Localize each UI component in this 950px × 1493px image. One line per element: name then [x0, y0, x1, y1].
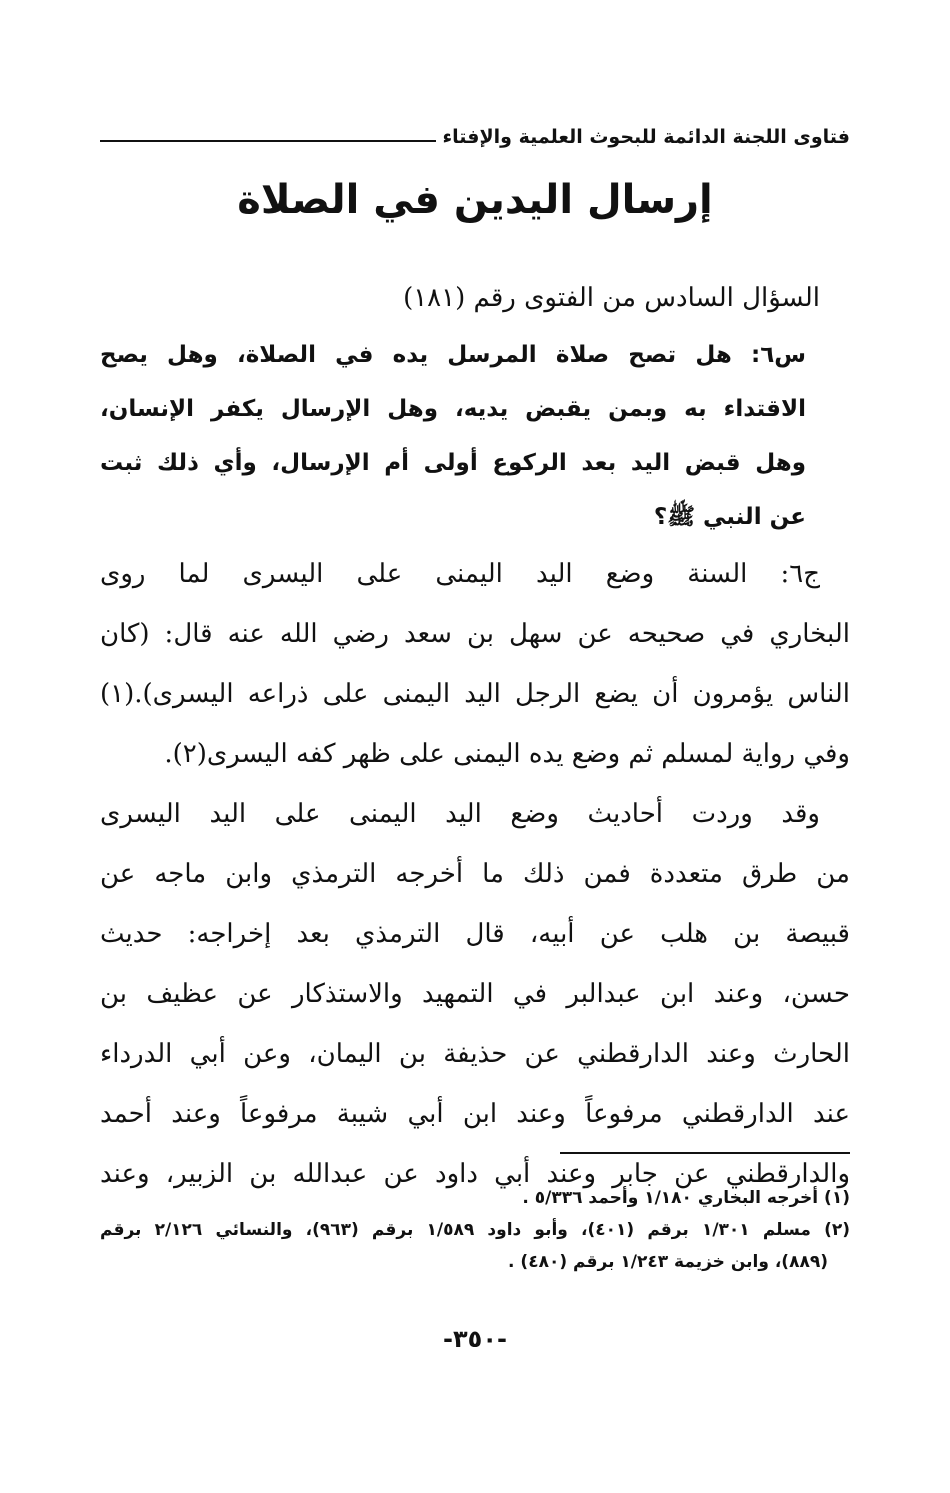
question-text [100, 328, 850, 544]
question-line: الاقتداء به وبمن يقبض يديه، وهل الإرسال يكفر الإنسان، [100, 396, 806, 422]
paragraph-line: الحارث وعند الدارقطني عن حذيفة بن اليمان، وعن أبي الدرداء [100, 1039, 850, 1069]
footnote-2: (٢) مسلم ١/٣٠١ برقم (٤٠١)، وأبو داود ١/٥٨٩ برقم (٩٦٣)، والنسائي ٢/١٢٦ برقم [100, 1220, 851, 1240]
question-line: عن النبي ﷺ؟ [653, 504, 806, 530]
paragraph-line: والدارقطني عن جابر وعند أبي داود عن عبدالله بن الزبير، وعند [100, 1159, 850, 1189]
paragraph-line: عند الدارقطني مرفوعاً وعند ابن أبي شيبة مرفوعاً وعند أحمد [100, 1099, 850, 1129]
paragraph-line: حسن، وعند ابن عبدالبر في التمهيد والاستذكار عن عظيف بن [100, 979, 850, 1009]
page-title: إرسال اليدين في الصلاة [237, 177, 713, 223]
document-body [100, 268, 850, 1204]
paragraph-line: من طرق متعددة فمن ذلك ما أخرجه الترمذي وابن ماجه عن [100, 859, 850, 889]
question-line: وهل قبض اليد بعد الركوع أولى أم الإرسال، وأي ذلك ثبت [100, 450, 806, 476]
footnote-2-continuation: (٨٨٩)، وابن خزيمة ١/٢٤٣ برقم (٤٨٠) . [508, 1252, 828, 1272]
running-header [100, 108, 850, 148]
answer-line: ج٦: السنة وضع اليد اليمنى على اليسرى لما روى [100, 559, 820, 589]
paragraph-line: وقد وردت أحاديث وضع اليد اليمنى على اليد اليسرى [100, 799, 820, 829]
question-intro: السؤال السادس من الفتوى رقم (١٨١) [403, 283, 820, 313]
question-line: س٦: هل تصح صلاة المرسل يده في الصلاة، وهل يصح [100, 342, 806, 368]
paragraph-line: قبيصة بن هلب عن أبيه، قال الترمذي بعد إخراجه: حديث [100, 919, 850, 949]
footnotes [100, 1182, 850, 1278]
running-header-text: فتاوى اللجنة الدائمة للبحوث العلمية والإفتاء [442, 126, 850, 148]
answer-line: وفي رواية لمسلم ثم وضع يده اليمنى على ظهر كفه اليسرى(٢). [164, 739, 850, 769]
answer-line: البخاري في صحيحه عن سهل بن سعد رضي الله عنه قال: (كان [100, 619, 850, 649]
footnote-separator [560, 1152, 850, 1154]
page-number: -٣٥٠- [443, 1325, 507, 1353]
answer-line: الناس يؤمرون أن يضع الرجل اليد اليمنى على ذراعه اليسرى).(١) [100, 679, 850, 709]
footnote-1: (١) أخرجه البخاري ١/١٨٠ وأحمد ٥/٣٣٦ . [522, 1188, 850, 1208]
running-header-rule [100, 140, 436, 142]
